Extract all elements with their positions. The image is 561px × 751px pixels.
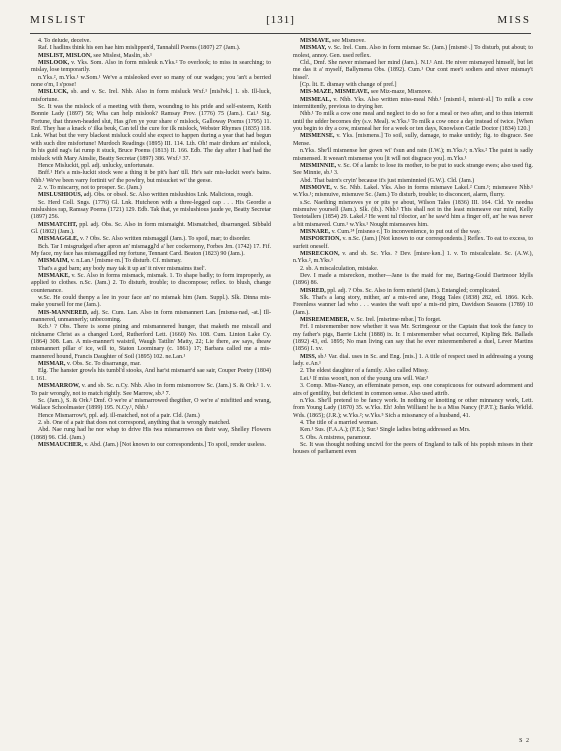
entry-text: Slk. That's a lang story, mither, an' a mis-red ane, Hogg Tales (1838) 282, ed. 1866. Kcb. Freenless wanner lad who . . . wastes the waft upo' a mis-rid pirn, Davidson Seasons (1789) 10 (Jam.).: [293, 295, 533, 316]
entry-text: adj. Obs. or obsol. Sc. Also written mislushios Lnk. Malicious, rough.: [82, 192, 253, 199]
dictionary-entry: [31, 75, 271, 90]
entry-text: v. ? Obs. Sc. Also written mismaggil (Jam.). To spoil, mar; to disorder.: [78, 236, 251, 243]
entry-text: sb.¹ Var. dial. uses in Sc. and Eng. [mis.] 1. A title of respect used in addressing a young lady. e.An.¹: [293, 353, 533, 368]
entry-text: 4. The title of a married woman.: [300, 419, 379, 426]
entry-text: v. Obs. Sc. To disarrange, mar.: [65, 361, 141, 368]
dictionary-entry: [293, 148, 533, 163]
dictionary-entry: [293, 288, 533, 295]
entry-text: Frf. I misremember now whether it was Mr. Scrimgeour or the Captain that took the fancy to my father's pigs, Barrie Licht (1888) ix. Ir. I misremember what occurred, Kipling Brk. Ballads (1892) 43, ed. 1895; No man living can say that he ever misremembered a duel, Lever Martins (1856) I. xv.: [293, 324, 533, 353]
entry-text: v. Cum.²⁴ [misneə·r.] To inconvenience, to put out of the way.: [330, 228, 481, 235]
entry-text: Kcb.¹ ? Obs. There is some pining and mismannered hunger, that maketh me miscall and nickname Christ as a changed Lord, Rutherford Lett. (1660) No. 108. Cum. Linton Lake Cy. (1864) 308. Lan. A mis-manner't waistril, Waugh Tattlin' Matty, 22; Lie there, aw says, theaw mismannert pillar o' ice, will to, Staton Loominary (c. 1861) 17; Barbara called me a mis-mannered hound, Francis Daughter of Soil (1895) 102. ne.Lan.¹: [31, 324, 271, 360]
dictionary-entry: [31, 170, 271, 185]
entry-text: n.Yks. She'll pretend to be fancy work. In nothing or knotting or other minnancy work, Lett. from Young Lady (1870) 35. w.Yks. Eh! John William! he is a Miss Nancy (F.P.T.); Banks Wkfld. Wds. (1865); (J.R.); w.Yks.²; w.Yks.⁵ Sich a missnancy of a husband, 41.: [293, 397, 533, 419]
running-head-right: MISS: [497, 14, 531, 26]
headword: MISRED,: [300, 287, 326, 294]
dictionary-entry: [293, 178, 533, 185]
dictionary-entry: [293, 442, 533, 457]
running-head: [30, 14, 531, 30]
entry-text: n.Yks.², m.Yks.¹ w.Som.¹ We've a misleoked ever so many of our wadges; you 'an't a berried none o'm, I s'pose!: [31, 74, 271, 89]
entry-text: Sc. Herd Coll. Sngs. (1776) Gl. Lnk. Hutcheon with a three-legged cap . . . His Geordie a mislushios rap, Ramsay Poems (1721) 129. Edb. Tak that, ye mislushious jaude ye, Beatty Secretar (1897) 256.: [31, 199, 271, 221]
dictionary-entry: [31, 236, 271, 243]
dictionary-entry: [31, 89, 271, 104]
headword: MISLUCK,: [38, 89, 69, 96]
dictionary-entry: [293, 82, 533, 89]
entry-text: [Cp. lit. E. dismay with change of pref.]: [300, 82, 397, 89]
entry-text: v. Sc. Also in forms mismack, mismak. 1. To shape badly; to form improperly, as applied to clothes. n.Sc. (Jam.) 2. To disturb, trouble; to discompose; reflex. to blush, change countenance.: [31, 273, 271, 294]
headword: MISMINNIE,: [300, 162, 337, 169]
dictionary-entry: [293, 97, 533, 112]
dictionary-entry: [293, 324, 533, 353]
entry-text: v. Nhb. Yks. Also written miss-meal Nhb.¹ [mismī·l, mismi·əl.] To milk a cow intermittently, previous to drying her.: [293, 96, 533, 111]
headword: MISMARROW,: [38, 383, 80, 390]
dictionary-entry: [31, 420, 271, 427]
dictionary-entry: [31, 60, 271, 75]
entry-text: sb. and v. Sc. Irel. Nhb. Also in form misluck Wxf.¹ [misl'ɐk.] 1. sb. Ill-luck, misfortune.: [31, 89, 271, 103]
entry-text: ppl. adj. Obs. Sc. Also in form mismaight. Mismatched, disarranged. Sibbald Gl. (1802) (Jam.).: [31, 221, 271, 235]
dictionary-entry: [31, 45, 271, 52]
entry-text: That's a gud barn; any body may tak it up an' it niver mismaims itsel'.: [38, 265, 207, 272]
entry-text: Elg. The hanster growls his tumbl'd stooks, And har'st mismarr'd sae sair, Couper Poetry (1804) I. 161.: [31, 368, 271, 382]
dictionary-entry: [31, 413, 271, 420]
entry-text: Hence Misluckit, ppl. adj. unlucky, unfortunate.: [38, 162, 154, 169]
entry-text: v. n.Lan.¹ [misme·m.] To disturb. Cf. mismay.: [69, 258, 182, 265]
dictionary-entry: [31, 368, 271, 383]
entry-text: 2. The eldest daughter of a family. Also called Missy.: [300, 368, 429, 375]
dictionary-entry: [293, 295, 533, 317]
entry-text: Cld., Dmf. She never mismaed her mind (Jam.). N.I.¹ Ant. He niver mismayed himself, but let me das it a' myself, Ballymena Obs. (1892). Cum.¹ Our cont mee't sodiers and niver mismay't hissel'.: [293, 60, 533, 81]
dictionary-entry: [293, 251, 533, 266]
entry-text: 3. Comp. Miss-Nancy, an effeminate person, esp. one conspicuous for outward adornment and airs of gentility, but deficient in common sense. Also used attrib.: [293, 383, 533, 397]
header-rule: [30, 33, 531, 34]
dictionary-entry: [293, 60, 533, 82]
headword: MISMAIM,: [38, 258, 70, 265]
headword: MISMEAL,: [300, 96, 332, 103]
page-number: [131]: [266, 14, 295, 26]
entry-text: v. Yks. [mismens.] To soil, sully, damage, to make untidy; fig. to disgrace. See Mense.: [293, 133, 533, 147]
entry-text: see Mislest, Maslin, sb.¹: [91, 52, 152, 59]
headword: MISS,: [300, 353, 317, 360]
headword: MISMATCHT,: [38, 221, 78, 228]
entry-text: Raf. I hadlins think his een hae him mislippen'd, Tannahill Poems (1807) 27 (Jam.).: [38, 45, 241, 52]
headword: MISMAKE,: [38, 273, 70, 279]
headword: MISMAUCHER,: [38, 441, 83, 448]
headword: MISNARE,: [300, 228, 331, 235]
entry-text: Abd. That bairn's cryin' because it's just misminnied (G.W.). Cld. (Jam.): [300, 177, 475, 184]
entry-text: 2. sb. One of a pair that does not correspond, anything that is wrongly matched.: [38, 419, 231, 426]
entry-text: Lei.¹ If miss woon't, non of the young uns will. War.³: [300, 375, 429, 382]
entry-text: 2. v. To miscarry, not to prosper. Sc. (Jam.): [38, 184, 142, 191]
entry-text: Hence Mismarrow't, ppl. adj. ill-matched, not of a pair. Cld. (Jam.): [38, 412, 200, 419]
entry-text: w.Sc. He could thenpy a lee in your face an' no mismak him (Jam. Suppl.). Slk. Dinna mis-make yoursell for me (Jam.).: [31, 295, 271, 309]
dictionary-entry: [293, 368, 533, 375]
entry-text: ppl. adj. ? Obs. Sc. Also in form misrid (Jam.). Entangled; complicated.: [325, 287, 501, 294]
headword: MISMAGGLE,: [38, 236, 79, 243]
dictionary-entry: [293, 89, 533, 96]
dictionary-entry: [31, 244, 271, 259]
dictionary-entry: [31, 310, 271, 325]
dictionary-entry: [293, 163, 533, 178]
dictionary-entry: [31, 258, 271, 265]
entry-text: v. Sc. Irel. [misrime·mbər.] To forget.: [349, 317, 442, 324]
dictionary-entry: [293, 133, 533, 148]
dictionary-entry: [293, 45, 533, 60]
entry-text: Sc. It was thought nothing uncivil for the peers of England to talk of his popish misses in their houses of parliament even: [293, 441, 533, 456]
dictionary-entry: [293, 266, 533, 273]
entry-text: 5. Obs. A mistress, paramour.: [300, 434, 372, 441]
running-head-left: MISLIST: [30, 14, 87, 26]
left-column: [31, 38, 271, 738]
dictionary-entry: [293, 273, 533, 288]
dictionary-entry: [31, 324, 271, 361]
dictionary-entry: [31, 222, 271, 237]
entry-text: adj. Sc. Cum. Lan. Also in form mismannert Lan. [misma·nad, -at.] Ill-mannered, unmannerly; unbecoming.: [31, 309, 271, 324]
dictionary-entry: [293, 398, 533, 420]
dictionary-entry: [293, 354, 533, 369]
entry-text: Bnff.¹ He's a mis-luckit stock wee a thing it be pit's han' till. He's sair mis-luckit wee's bains. Nhb.¹ We've been varry fortinit wi' the powltry, but misucket wi' the geese.: [31, 170, 271, 184]
right-column: [293, 38, 533, 738]
dictionary-entry: [293, 111, 533, 133]
headword: MIS-MANNERED,: [38, 309, 89, 316]
dictionary-entry: [293, 236, 533, 251]
entry-text: v. Abd. (Jam.) [Not known to our correspondents.] To spoil, render useless.: [82, 441, 266, 448]
dictionary-entry: [31, 200, 271, 222]
headword: MISRECKON,: [300, 250, 340, 257]
entry-text: v. Sc. Of a lamb: to lose its mother, to be put to suck strange ewes; also used fig. See Minnie, sb.¹ 3.: [293, 162, 533, 177]
dictionary-entry: [293, 185, 533, 200]
headword: MISLIST, MISLON,: [38, 52, 92, 59]
headword: MISPORTION,: [300, 236, 341, 243]
dictionary-entry: [31, 383, 271, 398]
dictionary-entry: [31, 104, 271, 163]
entry-text: Dev. I made a misreckon, mother—Jane is the maid for me, Baring-Gould Dartmoor Idylls (1896) 86.: [293, 273, 533, 287]
dictionary-entry: [293, 200, 533, 229]
headword: MISMAR,: [38, 361, 66, 368]
headword: MIS-MAZE, MISMEAVE,: [300, 89, 370, 96]
entry-text: v. and sb. Sc. Yks. ? Dev. [misre·kən.] 1. v. To miscalculate. Sc. (A.W.), n.Yks.², m.Yks.¹: [293, 250, 533, 265]
headword: MISLOOK,: [38, 60, 70, 67]
signature-mark: S 2: [519, 738, 530, 744]
dictionary-entry: [31, 185, 271, 192]
entry-text: Sc. It was the mislock of a meeting with them, wounding to his pride and self-esteem, Keith Bonnie Lady (1897) 56; Wha can help mislook? Ramsay Prov. (1776) 75 (Jam.). Cai.¹ Sig. Fortune, that thrawn-headed slut, Has gi'en ye your share o' mislock, Galloway Poems (1795) 11. Rnf. They hae a knack o' ilka beuk, Can tell the cure for ilk mislock, Webster Rhymes (1835) 118. Lnk. What but the very blackest misluck could she expect to happen during a year that had begun with such dire misfortune! Murdoch Readings (1895) III. 114. Lth. Oh! mair dirdum an' mislock, In his guid nag's fat rump it stuck, Bruce Poems (1813) II. 166. Edb. The day after I had had the misluck with Mary Ainslie, Beatty Secretar (1897) 386. Wxf.¹ 37.: [31, 104, 271, 162]
entry-text: 2. sb. A miscalculation, mistake.: [300, 265, 379, 272]
dictionary-entry: [31, 427, 271, 442]
dictionary-entry: [31, 273, 271, 295]
entry-text: see Mismove.: [330, 38, 366, 44]
dictionary-entry: [31, 442, 271, 449]
dictionary-entry: [31, 398, 271, 413]
headword: MISMAVE,: [300, 38, 331, 44]
headword: MISREMEMBER,: [300, 317, 350, 324]
dictionary-entry: [31, 192, 271, 199]
dictionary-entry: [31, 295, 271, 310]
entry-text: v. Sc. Irel. Cum. Also in form mismae Sc. (Jam.) [mismē·.] To disturb, put about; to molest, annoy. Gen. used reflex.: [293, 45, 533, 59]
entry-text: v. and sb. Sc. n.Cy. Nhb. Also in form mismorrow Sc. (Jam.) S. & Ork.¹ 1. v. To pair wrongly, not to match rightly. See Marrow, sb.³ 7.: [31, 383, 271, 397]
entry-text: Abd. Nae rung had he nor whap to drive His twa mismarrows on their way, Shelley Flowers (1868) 96. Cld. (Jam.): [31, 427, 271, 441]
entry-text: n.Yks. She'll mismense her gown wi' t'sun and rain (I.W.); m.Yks.¹; n.Yks.² The paint is sadly mismensed. It weean't mismense you [it will not disgrace you]. m.Yks.¹: [293, 148, 533, 162]
headword: MISMENSE,: [300, 133, 335, 140]
entry-text: Sc. (Jam.), S. & Ork.¹ Dmf. O we're a' mismarrowed thegither, O we're a' misfitted and wrang, Wallace Schoolmaster (1899) 195. N.Cy.¹, Nhb.¹: [31, 397, 271, 412]
entry-text: 4. To delude, deceive.: [38, 38, 91, 44]
entry-text: Ken.¹ Sus. (F.A.A.); (F.E.); Sur.¹ Single ladies being addressed as Mrs.: [300, 427, 471, 434]
entry-text: s.Sc. Naething mismoves ye or pits ye about, Wilson Tales (1836) III. 164. Cld. Ye needna mismuive yoursell (Jam.). Slk. (ib.). Nhb.¹ This shall not in the least mismeave our mind, Kelly Teetotallers (1854) 29. Lakel.² He went tul t'doctor, an' he saw'd him a finger off, an' he was never a bit mismaved. Cum.¹ w.Yks.¹ Nought mismeaves him.: [293, 199, 533, 228]
entry-text: Nhb.¹ To milk a cow one meal and neglect to do so for a meal or two after, and to thus intermit until the udder becomes dry (s.v. Meal). w.Yks.¹ To milk a cow once a day instead of twice. [When you begin to dry a cow, mismeal her for a week or ten days, Knowlson Cattle Doctor (1834) 120.]: [293, 111, 533, 133]
entry-text: v. Sc. Nhb. Lakel. Yks. Also in forms mismave Lakel.² Cum.¹; mismeave Nhb.¹ w.Yks.¹; mismuive, mismuve Sc. (Jam.) To disturb, trouble; to disconcert, alarm, flurry.: [293, 184, 533, 199]
entry-text: see Miz-maze, Mismove.: [369, 89, 432, 96]
entry-text: v. n.Sc. (Jam.) [Not known to our correspondents.] Reflex. To eat to excess, to surfeit oneself.: [293, 236, 533, 250]
dictionary-entry: [293, 427, 533, 434]
headword: MISMOVE,: [300, 184, 332, 191]
headword: MISLUSHIOUS,: [38, 192, 83, 199]
headword: MISMAY,: [300, 45, 327, 52]
entry-text: v. Yks. Som. Also in form misleuk n.Yks.² To overlook; to miss in searching; to mislay, lose temporarily.: [31, 60, 271, 74]
dictionary-entry: [31, 53, 271, 60]
dictionary-entry: [293, 383, 533, 398]
dictionary-entry: [293, 435, 533, 442]
entry-text: Bch. Tar I misgrudged a'her apron an' mismaggl'd a' her cockernony, Forbes Jrn. (1742) 17. Fif. My face, my face has mismaggilled my fortune, Tennant Card. Beaton (1823) 90 (Jam.).: [31, 243, 271, 257]
dictionary-entry: [31, 266, 271, 273]
